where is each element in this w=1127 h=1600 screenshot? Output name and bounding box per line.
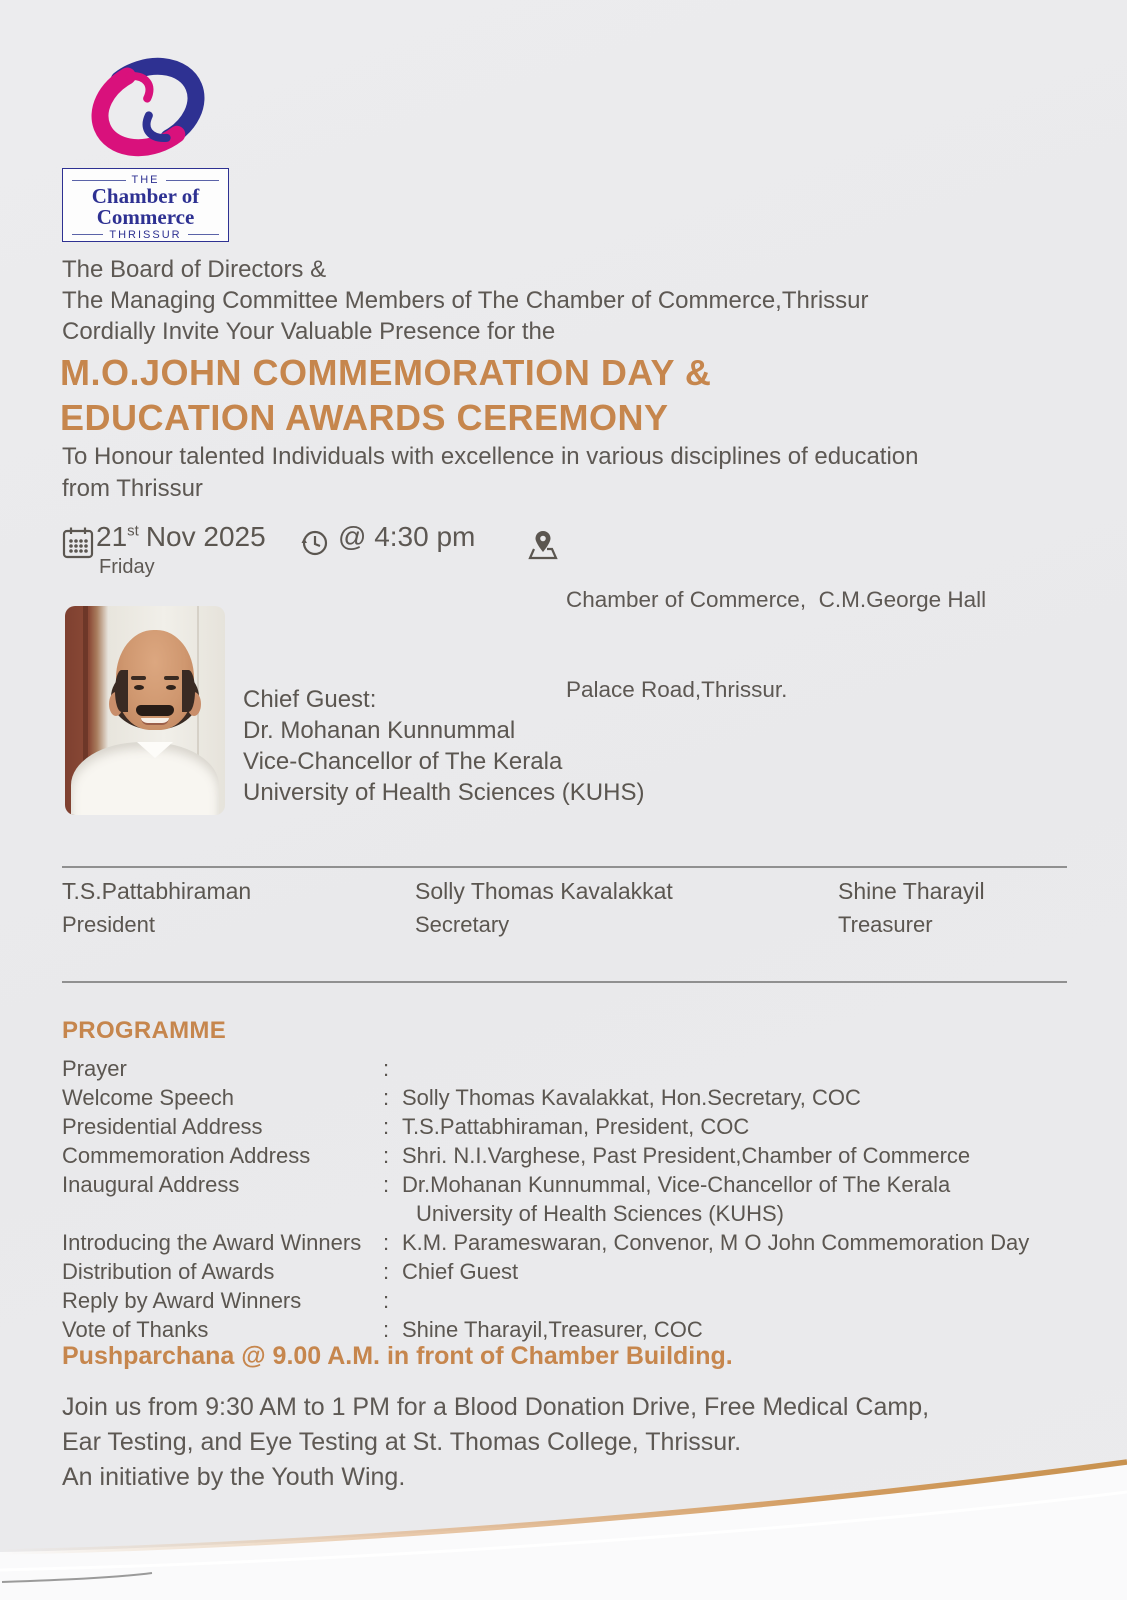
chamber-logo-textbox (62, 168, 229, 242)
chief-guest-block: Chief Guest: Dr. Mohanan Kunnummal Vice-Chancellor of The Kerala University of Health Sciences (KUHS) (243, 686, 645, 806)
event-time: @ 4:30 pm (338, 521, 476, 552)
programme-heading: PROGRAMME (62, 1017, 227, 1044)
youth-wing-note: Join us from 9:30 AM to 1 PM for a Blood Donation Drive, Free Medical Camp, Ear Testing, and Eye Testing at St. Thomas College, Thrissur. An initiative by the Youth Wing. (62, 1393, 930, 1491)
official-secretary: Solly Thomas Kavalakkat Secretary (415, 878, 673, 937)
programme-row: Welcome Speech : Solly Thomas Kavalakkat, Hon.Secretary, COC (62, 1085, 861, 1110)
divider-top (62, 866, 1067, 868)
logo-pre: THE (72, 174, 219, 186)
chamber-logo-icon (72, 44, 224, 175)
programme-row: Introducing the Award Winners : K.M. Parameswaran, Convenor, M O John Commemoration Day (62, 1230, 1030, 1255)
programme-row: Commemoration Address : Shri. N.I.Varghese, Past President,Chamber of Commerce (62, 1143, 971, 1168)
logo-name: Chamber of Commerce (91, 184, 200, 230)
invitation-intro: The Board of Directors & The Managing Committee Members of The Chamber of Commerce,Thrissur Cordially Invite Your Valuable Presence for the (62, 256, 869, 345)
programme-section (62, 1016, 1072, 1344)
event-subtitle: To Honour talented Individuals with excellence in various disciplines of education from Thrissur (62, 443, 919, 502)
programme-row: Vote of Thanks : Shine Tharayil,Treasurer, COC (62, 1317, 703, 1342)
event-weekday: Friday (99, 556, 155, 578)
programme-row: Inaugural Address : Dr.Mohanan Kunnummal, Vice-Chancellor of The Kerala University of Health Sciences (KUHS) (62, 1172, 951, 1226)
pushparchana-note: Pushparchana @ 9.00 A.M. in front of Chamber Building. (62, 1342, 733, 1370)
divider-bottom (62, 981, 1067, 983)
chief-guest-photo (65, 606, 225, 815)
official-treasurer: Shine Tharayil Treasurer (838, 878, 985, 937)
event-title: M.O.JOHN COMMEMORATION DAY & EDUCATION AWARDS CEREMONY (60, 352, 712, 438)
programme-row: Distribution of Awards : Chief Guest (62, 1259, 519, 1284)
gold-swoosh-decoration (0, 1400, 1127, 1600)
official-president: T.S.Pattabhiraman President (62, 878, 252, 937)
programme-row: Reply by Award Winners : (62, 1288, 390, 1313)
chief-guest-name: Dr. Mohanan Kunnummal (243, 717, 516, 744)
programme-row: Prayer : (62, 1056, 390, 1081)
location-pin-icon (527, 529, 559, 566)
chief-guest-label: Chief Guest: (243, 686, 377, 713)
programme-row: Presidential Address : T.S.Pattabhiraman, President, COC (62, 1114, 750, 1139)
clock-icon (300, 528, 330, 563)
event-venue: Chamber of Commerce, C.M.George Hall Palace Road,Thrissur. (566, 587, 987, 702)
calendar-icon (62, 526, 94, 565)
event-date: 21st Nov 2025 (96, 521, 266, 552)
logo-post: THRISSUR (72, 229, 219, 241)
